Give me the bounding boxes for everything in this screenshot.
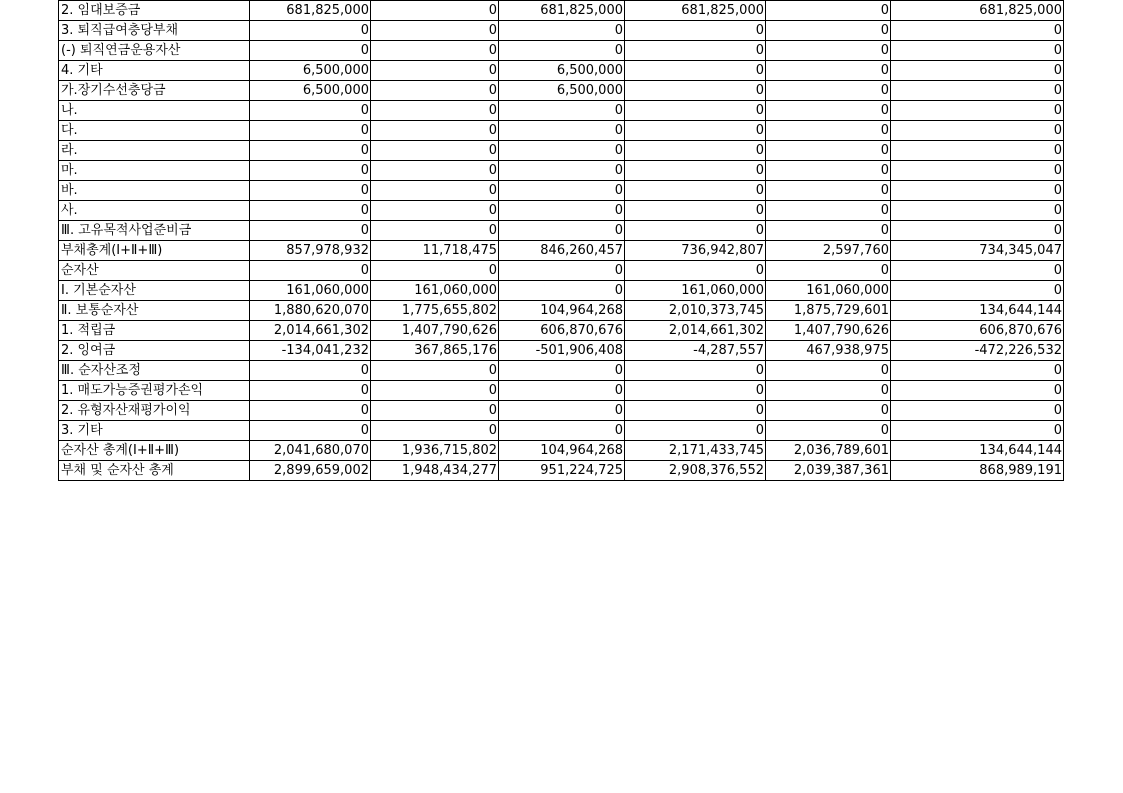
table-row (59, 461, 1064, 481)
table-cell: 0 (891, 141, 1064, 161)
row-label: 가.장기수선충당금 (59, 81, 250, 101)
table-cell: 0 (250, 421, 371, 441)
row-label: 3. 퇴직급여충당부채 (59, 21, 250, 41)
table-cell: 0 (499, 161, 625, 181)
table-cell: 951,224,725 (499, 461, 625, 481)
table-row (59, 141, 1064, 161)
table-row (59, 421, 1064, 441)
table-cell: -4,287,557 (625, 341, 766, 361)
table-cell: 2,039,387,361 (766, 461, 891, 481)
table-cell: 0 (766, 101, 891, 121)
table-cell: 0 (371, 1, 499, 21)
table-cell: 0 (499, 281, 625, 301)
table-cell: 0 (250, 221, 371, 241)
table-cell: 2,041,680,070 (250, 441, 371, 461)
table-cell: 0 (766, 401, 891, 421)
table-cell: 1,948,434,277 (371, 461, 499, 481)
table-cell: 2,908,376,552 (625, 461, 766, 481)
table-cell: 0 (766, 21, 891, 41)
table-cell: 0 (371, 141, 499, 161)
table-cell: 0 (891, 61, 1064, 81)
table-cell: 0 (371, 421, 499, 441)
table-row (59, 121, 1064, 141)
table-cell: 0 (250, 41, 371, 61)
table-cell: 0 (625, 21, 766, 41)
row-label: 2. 유형자산재평가이익 (59, 401, 250, 421)
table-cell: 2,036,789,601 (766, 441, 891, 461)
row-label: 1. 적립금 (59, 321, 250, 341)
table-row (59, 381, 1064, 401)
row-label: 라. (59, 141, 250, 161)
table-cell: 6,500,000 (499, 61, 625, 81)
table-cell: 0 (625, 161, 766, 181)
table-row (59, 401, 1064, 421)
table-cell: 0 (499, 361, 625, 381)
row-label: (-) 퇴직연금운용자산 (59, 41, 250, 61)
table-cell: 1,875,729,601 (766, 301, 891, 321)
table-cell: 2,899,659,002 (250, 461, 371, 481)
table-cell: 0 (499, 261, 625, 281)
table-row (59, 361, 1064, 381)
table-cell: 606,870,676 (891, 321, 1064, 341)
table-cell: 0 (891, 221, 1064, 241)
row-label: Ⅰ. 기본순자산 (59, 281, 250, 301)
table-cell: 0 (891, 361, 1064, 381)
table-cell: 0 (499, 141, 625, 161)
table-cell: 0 (250, 261, 371, 281)
table-cell: 0 (250, 121, 371, 141)
table-cell: 161,060,000 (250, 281, 371, 301)
row-label: 2. 임대보증금 (59, 1, 250, 21)
table-cell: 0 (250, 201, 371, 221)
row-label: 1. 매도가능증권평가손익 (59, 381, 250, 401)
table-cell: 0 (499, 101, 625, 121)
table-cell: 0 (499, 41, 625, 61)
table-cell: 2,597,760 (766, 241, 891, 261)
table-cell: 0 (625, 141, 766, 161)
balance-sheet-table (58, 0, 1064, 481)
table-cell: 0 (250, 141, 371, 161)
table-cell: 0 (625, 61, 766, 81)
table-cell: 0 (625, 421, 766, 441)
row-label: Ⅲ. 순자산조정 (59, 361, 250, 381)
table-cell: 2,014,661,302 (625, 321, 766, 341)
table-row (59, 281, 1064, 301)
row-label: 2. 잉여금 (59, 341, 250, 361)
table-cell: 0 (625, 221, 766, 241)
row-label: 바. (59, 181, 250, 201)
table-cell: 0 (891, 161, 1064, 181)
table-cell: 0 (499, 201, 625, 221)
row-label: 순자산 (59, 261, 250, 281)
row-label: Ⅱ. 보통순자산 (59, 301, 250, 321)
table-cell: 0 (625, 181, 766, 201)
table-cell: 0 (766, 201, 891, 221)
table-row (59, 301, 1064, 321)
table-row (59, 81, 1064, 101)
table-cell: 0 (891, 41, 1064, 61)
table-cell: 681,825,000 (891, 1, 1064, 21)
table-cell: 0 (250, 101, 371, 121)
table-cell: 0 (371, 61, 499, 81)
table-cell: 0 (891, 181, 1064, 201)
table-cell: 0 (499, 21, 625, 41)
table-cell: 0 (766, 181, 891, 201)
table-cell: 6,500,000 (250, 81, 371, 101)
table-cell: 134,644,144 (891, 441, 1064, 461)
table-cell: 0 (625, 121, 766, 141)
table-cell: 0 (891, 421, 1064, 441)
table-cell: -472,226,532 (891, 341, 1064, 361)
table-row (59, 441, 1064, 461)
row-label: 마. (59, 161, 250, 181)
table-cell: 0 (499, 401, 625, 421)
table-cell: 1,775,655,802 (371, 301, 499, 321)
table-row (59, 161, 1064, 181)
table-cell: 2,014,661,302 (250, 321, 371, 341)
table-cell: 0 (371, 41, 499, 61)
table-cell: 0 (250, 381, 371, 401)
table-cell: 0 (891, 281, 1064, 301)
table-cell: 0 (766, 261, 891, 281)
table-row (59, 201, 1064, 221)
table-cell: 0 (371, 201, 499, 221)
table-cell: 1,407,790,626 (766, 321, 891, 341)
table-row (59, 61, 1064, 81)
table-cell: 0 (891, 201, 1064, 221)
table-cell: 0 (499, 181, 625, 201)
table-row (59, 221, 1064, 241)
table-cell: 104,964,268 (499, 441, 625, 461)
table-cell: 0 (625, 361, 766, 381)
table-row (59, 321, 1064, 341)
table-cell: 1,407,790,626 (371, 321, 499, 341)
table-cell: 1,936,715,802 (371, 441, 499, 461)
table-cell: 0 (371, 161, 499, 181)
table-cell: 367,865,176 (371, 341, 499, 361)
table-cell: 606,870,676 (499, 321, 625, 341)
row-label: 사. (59, 201, 250, 221)
table-row (59, 21, 1064, 41)
table-cell: 2,010,373,745 (625, 301, 766, 321)
row-label: 3. 기타 (59, 421, 250, 441)
table-cell: 104,964,268 (499, 301, 625, 321)
table-cell: 0 (891, 401, 1064, 421)
table-cell: 467,938,975 (766, 341, 891, 361)
table-cell: 0 (499, 121, 625, 141)
table-cell: 0 (766, 161, 891, 181)
table-cell: 0 (891, 101, 1064, 121)
table-row (59, 181, 1064, 201)
table-row (59, 261, 1064, 281)
table-cell: 0 (371, 181, 499, 201)
table-cell: 0 (371, 381, 499, 401)
table-cell: 0 (891, 261, 1064, 281)
table-body (59, 1, 1064, 481)
table-cell: 0 (625, 101, 766, 121)
table-cell: 0 (766, 41, 891, 61)
table-cell: 0 (371, 221, 499, 241)
table-cell: 0 (625, 201, 766, 221)
table-cell: 0 (371, 401, 499, 421)
table-cell: 0 (625, 261, 766, 281)
table-cell: 0 (371, 121, 499, 141)
table-cell: 6,500,000 (250, 61, 371, 81)
table-cell: 161,060,000 (625, 281, 766, 301)
table-cell: 0 (766, 121, 891, 141)
table-cell: 846,260,457 (499, 241, 625, 261)
table-cell: 0 (766, 221, 891, 241)
table-cell: 0 (371, 101, 499, 121)
table-cell: 0 (371, 361, 499, 381)
table-cell: 0 (891, 121, 1064, 141)
table-cell: 0 (766, 381, 891, 401)
table-cell: 161,060,000 (371, 281, 499, 301)
table-cell: 0 (891, 21, 1064, 41)
table-row (59, 41, 1064, 61)
table-cell: 6,500,000 (499, 81, 625, 101)
table-cell: 0 (250, 161, 371, 181)
table-cell: 0 (891, 81, 1064, 101)
table-cell: 0 (625, 401, 766, 421)
table-cell: 734,345,047 (891, 241, 1064, 261)
table-cell: 0 (371, 81, 499, 101)
table-row (59, 341, 1064, 361)
row-label: Ⅲ. 고유목적사업준비금 (59, 221, 250, 241)
table-cell: 161,060,000 (766, 281, 891, 301)
table-cell: 0 (766, 61, 891, 81)
table-cell: 0 (625, 381, 766, 401)
table-cell: 2,171,433,745 (625, 441, 766, 461)
row-label: 부채총계(Ⅰ+Ⅱ+Ⅲ) (59, 241, 250, 261)
table-cell: 0 (625, 41, 766, 61)
table-cell: 0 (250, 181, 371, 201)
table-cell: 0 (250, 21, 371, 41)
row-label: 부채 및 순자산 총계 (59, 461, 250, 481)
table-row (59, 101, 1064, 121)
table-cell: 0 (625, 81, 766, 101)
table-cell: 0 (766, 141, 891, 161)
table-cell: 0 (766, 421, 891, 441)
table-row (59, 241, 1064, 261)
table-cell: -501,906,408 (499, 341, 625, 361)
table-row (59, 1, 1064, 21)
table-cell: 0 (891, 381, 1064, 401)
table-cell: 0 (499, 421, 625, 441)
table-cell: 736,942,807 (625, 241, 766, 261)
row-label: 순자산 총계(Ⅰ+Ⅱ+Ⅲ) (59, 441, 250, 461)
table-cell: 857,978,932 (250, 241, 371, 261)
table-cell: -134,041,232 (250, 341, 371, 361)
table-cell: 0 (766, 81, 891, 101)
row-label: 나. (59, 101, 250, 121)
table-cell: 681,825,000 (250, 1, 371, 21)
table-cell: 0 (766, 361, 891, 381)
table-cell: 0 (250, 401, 371, 421)
table-cell: 0 (371, 21, 499, 41)
table-cell: 0 (371, 261, 499, 281)
table-cell: 0 (766, 1, 891, 21)
table-cell: 0 (250, 361, 371, 381)
table-cell: 11,718,475 (371, 241, 499, 261)
table-cell: 1,880,620,070 (250, 301, 371, 321)
table-cell: 681,825,000 (625, 1, 766, 21)
row-label: 4. 기타 (59, 61, 250, 81)
table-cell: 0 (499, 221, 625, 241)
table-cell: 681,825,000 (499, 1, 625, 21)
table-cell: 134,644,144 (891, 301, 1064, 321)
row-label: 다. (59, 121, 250, 141)
table-cell: 0 (499, 381, 625, 401)
table-cell: 868,989,191 (891, 461, 1064, 481)
